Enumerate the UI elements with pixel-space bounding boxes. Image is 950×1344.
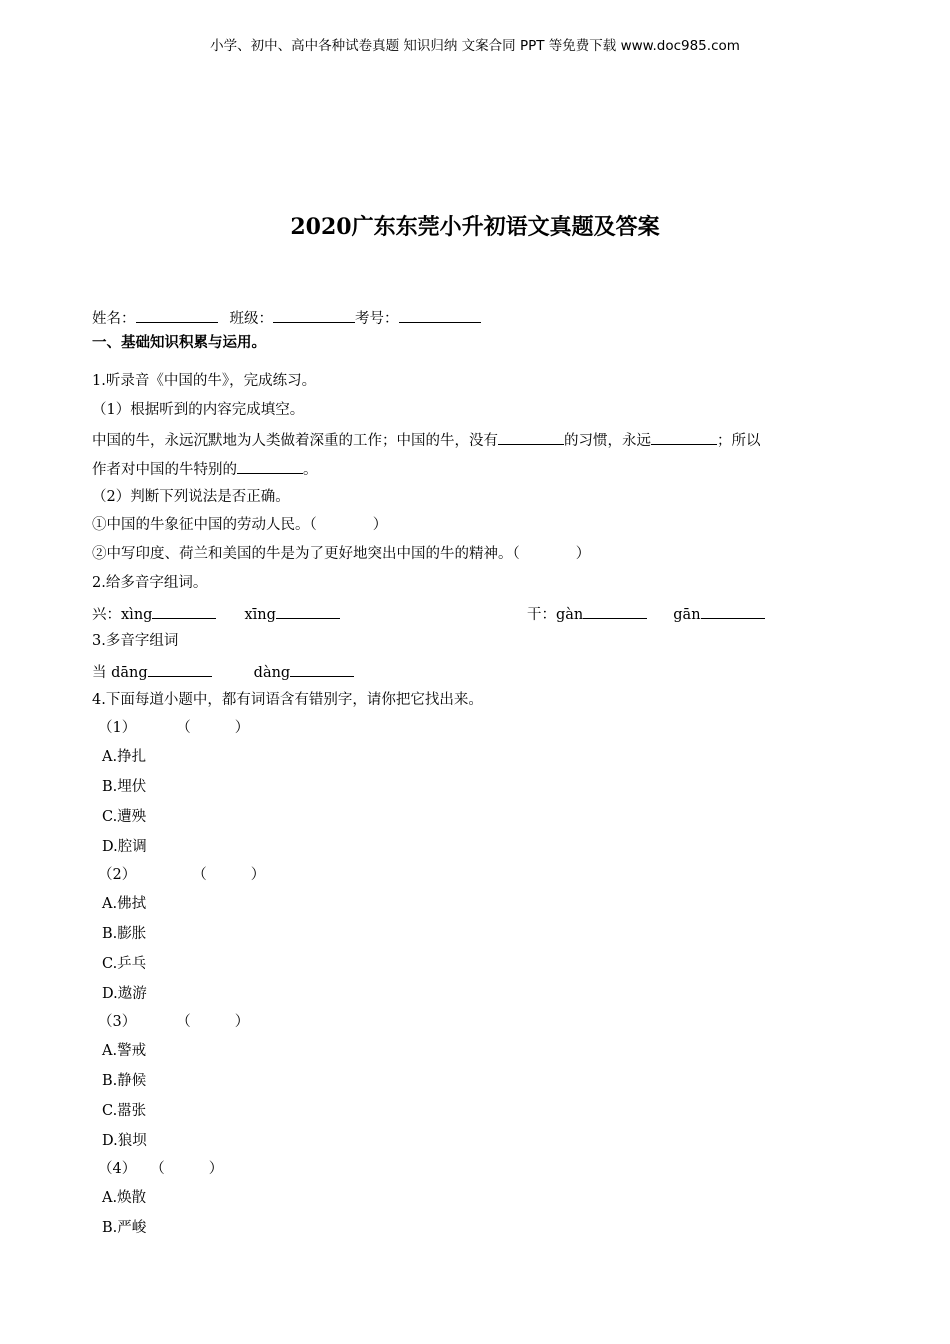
- paren-open: （: [150, 1161, 165, 1177]
- paren-close: ）: [372, 517, 388, 533]
- q1-fill-line1: [92, 430, 761, 450]
- id-blank[interactable]: [399, 308, 481, 323]
- xing-label: 兴：xìng: [92, 607, 153, 623]
- class-label: 班级：: [229, 311, 273, 327]
- option: B.埋伏: [102, 779, 147, 795]
- option: C.遭殃: [102, 809, 147, 825]
- sub-num: （4）: [98, 1161, 137, 1177]
- q1-statement-2: [92, 545, 590, 563]
- page-header: 小学、初中、高中各种试卷真题 知识归纳 文案合同 PPT 等免费下载 www.doc985.com: [210, 38, 740, 54]
- option: B.静候: [102, 1073, 147, 1089]
- option: A.警戒: [102, 1043, 147, 1059]
- q1-statement-1: [92, 516, 387, 534]
- name-label: 姓名：: [92, 311, 136, 327]
- paren-open: （: [176, 720, 191, 736]
- q3-title: 3.多音字组词: [92, 633, 179, 649]
- class-blank[interactable]: [273, 308, 355, 323]
- section-heading: 一、基础知识积累与运用。: [92, 334, 266, 351]
- gan-label: 干：gàn: [527, 607, 584, 623]
- q1-text: 中国的牛，永远沉默地为人类做着深重的工作；中国的牛，没有: [92, 433, 498, 449]
- q4-sub-header: [98, 1013, 249, 1031]
- xing2-label: xīng: [244, 607, 276, 623]
- id-label: 考号：: [355, 311, 399, 327]
- sub-num: （1）: [98, 720, 137, 736]
- paren-close: ）: [208, 1161, 224, 1177]
- q1-text: 。: [303, 462, 318, 478]
- q1-title: 1.听录音《中国的牛》，完成练习。: [92, 373, 317, 389]
- paren-close: ）: [234, 1014, 250, 1030]
- fill-blank[interactable]: [583, 604, 647, 619]
- q1-sub2: （2）判断下列说法是否正确。: [92, 489, 290, 505]
- fill-blank[interactable]: [701, 604, 765, 619]
- dang2-label: dàng: [253, 665, 291, 681]
- paren-open: （: [192, 867, 207, 883]
- q1-text: 的习惯，永远: [564, 433, 651, 449]
- student-info-row: [92, 308, 481, 328]
- option: B.膨胀: [102, 926, 147, 942]
- q1-text: 作者对中国的牛特别的: [92, 462, 237, 478]
- q2-gan-group: [527, 604, 765, 624]
- paren-close: ）: [250, 867, 266, 883]
- statement-text: ②中写印度、荷兰和美国的牛是为了更好地突出中国的牛的精神。（: [92, 546, 520, 562]
- sub-num: （3）: [98, 1014, 137, 1030]
- q4-title: 4.下面每道小题中，都有词语含有错别字，请你把它找出来。: [92, 692, 483, 708]
- option: A.挣扎: [102, 749, 147, 765]
- q1-sub1: （1）根据听到的内容完成填空。: [92, 402, 305, 418]
- paren-open: （: [176, 1014, 191, 1030]
- fill-blank[interactable]: [148, 662, 212, 677]
- option: A.焕散: [102, 1190, 147, 1206]
- option: A.佛拭: [102, 896, 147, 912]
- statement-text: ①中国的牛象征中国的劳动人民。（: [92, 517, 317, 533]
- paren-close: ）: [575, 546, 591, 562]
- fill-blank[interactable]: [237, 459, 303, 474]
- name-blank[interactable]: [136, 308, 218, 323]
- fill-blank[interactable]: [498, 430, 564, 445]
- q1-fill-line2: [92, 459, 318, 479]
- q1-text: ；所以: [717, 433, 761, 449]
- fill-blank[interactable]: [276, 604, 340, 619]
- fill-blank[interactable]: [290, 662, 354, 677]
- dang1-label: 当 dāng: [92, 665, 148, 681]
- option: D.狼坝: [102, 1133, 147, 1149]
- gan2-label: gān: [673, 607, 701, 623]
- q4-sub-header: [98, 719, 249, 737]
- page-title: 2020广东东莞小升初语文真题及答案: [290, 214, 660, 240]
- option: D.遨游: [102, 986, 147, 1002]
- option: B.严峻: [102, 1220, 147, 1236]
- option: C.嚣张: [102, 1103, 147, 1119]
- q4-sub-header: [98, 866, 265, 884]
- fill-blank[interactable]: [152, 604, 216, 619]
- q3-dang-group: [92, 662, 354, 682]
- q2-title: 2.给多音字组词。: [92, 575, 208, 591]
- option: C.乒乓: [102, 956, 147, 972]
- sub-num: （2）: [98, 867, 137, 883]
- q2-xing-group: [92, 604, 340, 624]
- fill-blank[interactable]: [651, 430, 717, 445]
- paren-close: ）: [234, 720, 250, 736]
- q4-sub-header: [98, 1160, 223, 1178]
- option: D.腔调: [102, 839, 147, 855]
